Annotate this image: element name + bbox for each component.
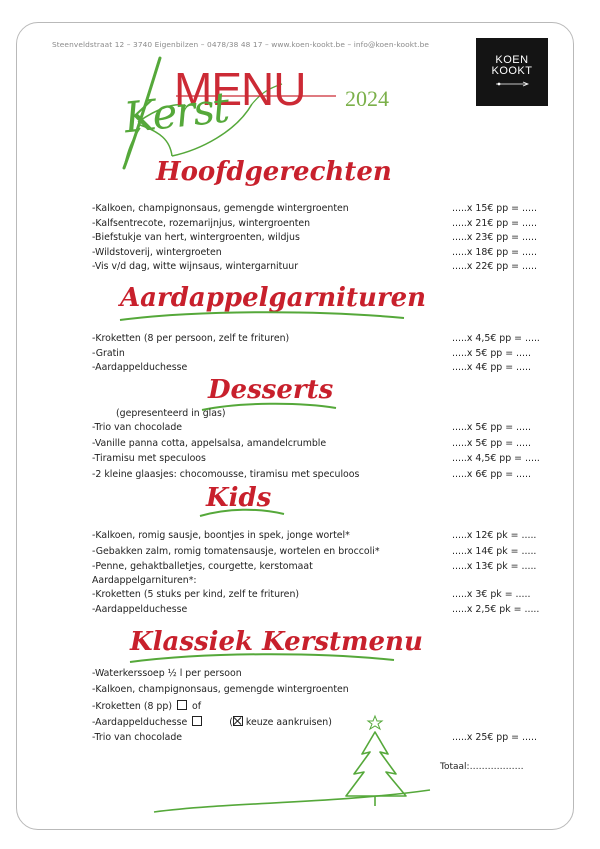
menu-item-name: -Aardappelduchesse	[92, 604, 188, 615]
menu-item-price[interactable]: .....x 6€ pp = .....	[452, 468, 531, 480]
menu-item-name: -Wildstoverij, wintergroeten	[92, 246, 222, 258]
koen-kookt-logo	[476, 38, 548, 106]
menu-item-name: -Tiramisu met speculoos	[92, 453, 206, 464]
menu-item-price[interactable]: .....x 23€ pp = .....	[452, 232, 537, 243]
menu-item-name: -Penne, gehaktballetjes, courgette, kerstomaat	[92, 561, 313, 572]
section-title-aardappelgarnituren: Aardappelgarnituren	[120, 283, 427, 313]
menu-item-price[interactable]: .....x 3€ pk = .....	[452, 589, 531, 600]
klassiek-line-2: -Kalkoen, champignonsaus, gemengde wintergroenten	[92, 684, 349, 695]
keuze-open-paren: (	[229, 717, 233, 728]
logo-line2: KOOKT	[491, 64, 533, 77]
cutlery-icon	[495, 80, 529, 90]
menu-item-price[interactable]: .....x 22€ pp = .....	[452, 261, 537, 272]
menu-item-name: -Vanille panna cotta, appelsalsa, amandelcrumble	[92, 437, 327, 449]
menu-item-price[interactable]: .....x 15€ pp = .....	[452, 203, 537, 214]
logo-line1: KOEN	[495, 53, 529, 66]
menu-item-name: -Vis v/d dag, witte wijnsaus, wintergarnituur	[92, 261, 299, 272]
total-field[interactable]: Totaal:………………	[440, 762, 524, 772]
year-title: 2024	[345, 86, 389, 111]
menu-item-name: -Biefstukje van hert, wintergroenten, wildjus	[92, 232, 300, 243]
section-underline	[198, 506, 288, 520]
menu-item-name: -2 kleine glaasjes: chocomousse, tiramisu met speculoos	[92, 468, 360, 480]
menu-item-name: -Gratin	[92, 347, 125, 359]
menu-item-name: -Kalkoen, champignonsaus, gemengde wintergroenten	[92, 203, 349, 214]
menu-item-name: -Kalkoen, romig sausje, boontjes in spek, jonge wortel*	[92, 530, 350, 541]
menu-item-name: -Kalfsentrecote, rozemarijnjus, wintergroenten	[92, 217, 311, 229]
menu-item-name: -Aardappelduchesse	[92, 362, 188, 373]
keuze-note: keuze aankruisen)	[245, 717, 332, 728]
klassiek-line-3-label: -Kroketten (8 pp)	[92, 701, 172, 712]
menu-item-name: -Kroketten (8 per persoon, zelf te frituren)	[92, 333, 290, 344]
klassiek-line-4-label: -Aardappelduchesse	[92, 717, 188, 728]
menu-item-name: -Trio van chocolade	[92, 422, 183, 433]
section-title-klassiek: Klassiek Kerstmenu	[130, 627, 423, 657]
menu-item-price[interactable]: .....x 2,5€ pk = .....	[452, 604, 540, 615]
section-title-desserts: Desserts	[208, 375, 334, 405]
christmas-tree-icon	[150, 712, 440, 822]
menu-item-price[interactable]: .....x 12€ pk = .....	[452, 530, 537, 541]
kroketten-checkbox[interactable]	[177, 700, 187, 710]
menu-item-price[interactable]: .....x 13€ pk = .....	[452, 561, 537, 572]
contact-line: Steenveldstraat 12 – 3740 Eigenbilzen – 0478/38 48 17 – www.koen-kookt.be – info@koen-kookt.be	[52, 40, 430, 49]
menu-item-price[interactable]: .....x 4€ pp = .....	[452, 362, 531, 373]
dessert-note: (gepresenteerd in glas)	[116, 408, 226, 419]
menu-item-price[interactable]: .....x 14€ pk = .....	[452, 545, 537, 557]
menu-item-price[interactable]: .....x 5€ pp = .....	[452, 422, 531, 433]
menu-item-name: -Kroketten (5 stuks per kind, zelf te frituren)	[92, 589, 300, 600]
section-title-kids: Kids	[206, 483, 272, 513]
section-title-hoofdgerechten: Hoofdgerechten	[156, 157, 392, 187]
klassiek-line-5: -Trio van chocolade	[92, 732, 183, 743]
menu-item-price[interactable]: .....x 4,5€ pp = .....	[452, 333, 540, 344]
menu-item-price[interactable]: .....x 5€ pp = .....	[452, 437, 531, 449]
menu-item-name: -Gebakken zalm, romig tomatensausje, wortelen en broccoli*	[92, 545, 380, 557]
section-underline	[128, 650, 398, 666]
section-underline	[118, 308, 408, 324]
menu-item-price[interactable]: .....x 4,5€ pp = .....	[452, 453, 540, 464]
menu-item-price[interactable]: .....x 21€ pp = .....	[452, 217, 537, 229]
kerst-title: Kerst	[121, 82, 230, 143]
klassiek-line-1: -Waterkerssoep ½ l per persoon	[92, 668, 242, 679]
menu-title: MENU	[174, 63, 306, 115]
menu-item-price[interactable]: .....x 5€ pp = .....	[452, 347, 531, 359]
klassiek-line-3-suffix: of	[191, 701, 201, 712]
menu-item-price[interactable]: .....x 18€ pp = .....	[452, 246, 537, 258]
klassiek-price: .....x 25€ pp = .....	[452, 732, 537, 743]
subsection-heading: Aardappelgarnituren*:	[92, 575, 197, 586]
